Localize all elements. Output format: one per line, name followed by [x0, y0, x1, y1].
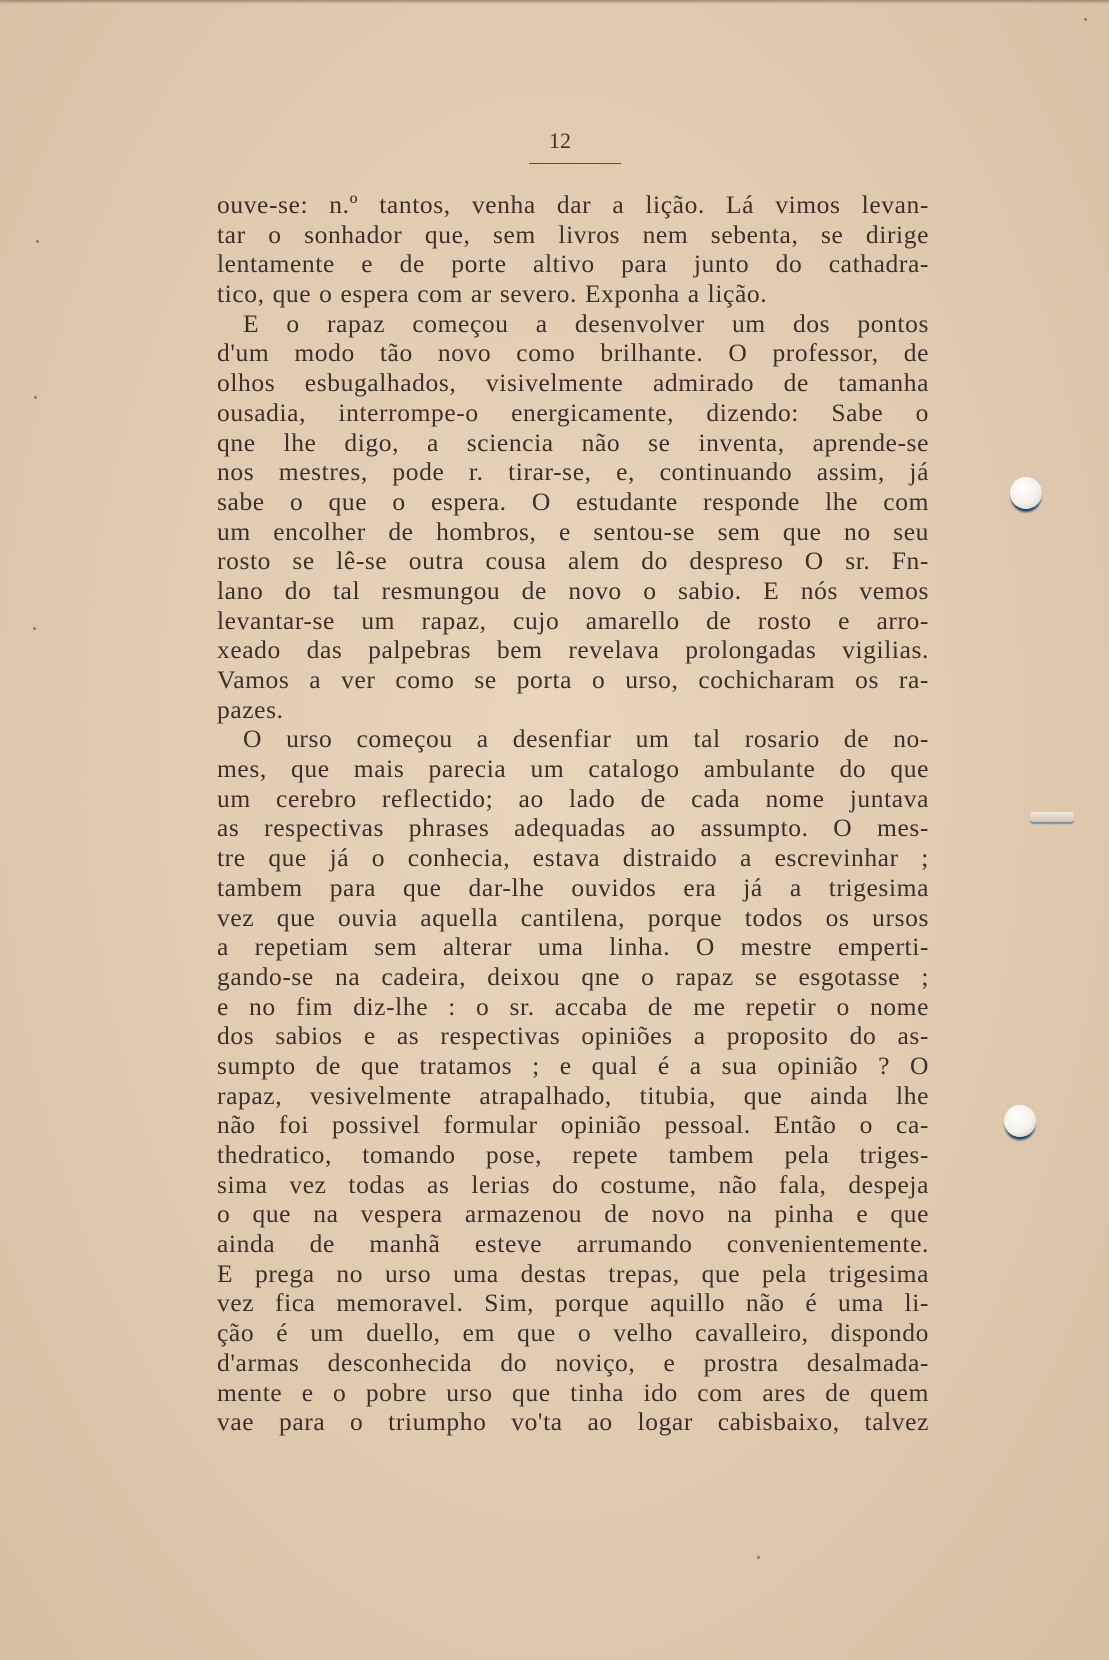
- text-line: dos sabios e as respectivas opiniões a proposito do as-: [217, 1021, 929, 1051]
- text-line: a repetiam sem alterar uma linha. O mestre emperti-: [217, 932, 929, 962]
- text-line: E prega no urso uma destas trepas, que pela trigesima: [217, 1258, 929, 1288]
- text-line: lano do tal resmungou de novo o sabio. E nós vemos: [217, 575, 929, 605]
- text-line: um cerebro reflectido; ao lado de cada nome juntava: [217, 783, 929, 813]
- paper-speck: [757, 1556, 760, 1559]
- text-line: mes, que mais parecia um catalogo ambulante do que: [217, 754, 929, 784]
- paper-speck: [1084, 18, 1087, 21]
- text-line: tico, que o espera com ar severo. Exponha a lição.: [217, 279, 768, 309]
- paper-speck: [34, 396, 37, 399]
- text-line: e no fim diz-lhe : o sr. accaba de me repetir o nome: [217, 991, 929, 1021]
- text-line: thedratico, tomando pose, repete tambem pela triges-: [217, 1140, 929, 1169]
- text-line: rosto se lê-se outra cousa alem do despreso O sr. Fn-: [217, 546, 929, 576]
- text-line: sabe o que o espera. O estudante responde lhe com: [217, 486, 929, 516]
- text-line: E o rapaz começou a desenvolver um dos pontos: [243, 308, 929, 338]
- text-line: olhos esbugalhados, visivelmente admirado de tamanha: [217, 368, 929, 398]
- text-line: ousadia, interrompe-o energicamente, dizendo: Sabe o: [217, 397, 929, 427]
- paper-speck: [36, 240, 39, 243]
- text-line: tre que já o conhecia, estava distraido a escrevinhar ;: [217, 843, 929, 873]
- text-line: O urso começou a desenfiar um tal rosario de no-: [243, 724, 929, 754]
- text-line: d'armas desconhecida do noviço, e prostra desalmada-: [217, 1347, 929, 1377]
- text-line: ainda de manhã esteve arrumando convenientemente.: [217, 1229, 929, 1259]
- text-line: d'um modo tão novo como brilhante. O professor, de: [217, 338, 929, 368]
- binding-hole: [1010, 477, 1042, 509]
- text-line: tar o sonhador que, sem livros nem sebenta, se dirige: [217, 219, 929, 249]
- text-line: ouve-se: n.º tantos, venha dar a lição. Lá vimos levan-: [217, 190, 929, 219]
- page-number: 12: [549, 128, 571, 153]
- text-line: xeado das palpebras bem revelava prolongadas vigilias.: [217, 635, 929, 665]
- text-line: qne lhe digo, a sciencia não se inventa, aprende-se: [217, 427, 929, 457]
- text-line: pazes.: [217, 694, 284, 724]
- binding-clip: [1030, 812, 1074, 822]
- text-line: levantar-se um rapaz, cujo amarello de rosto e arro-: [217, 605, 929, 635]
- text-line: gando-se na cadeira, deixou qne o rapaz se esgotasse ;: [217, 961, 929, 991]
- text-line: ção é um duello, em que o velho cavalleiro, dispondo: [217, 1318, 929, 1348]
- text-line: as respectivas phrases adequadas ao assumpto. O mes-: [217, 813, 929, 843]
- text-line: rapaz, vesivelmente atrapalhado, titubia, que ainda lhe: [217, 1080, 929, 1110]
- text-line: um encolher de hombros, e sentou-se sem que no seu: [217, 516, 929, 546]
- paper-speck: [33, 627, 36, 630]
- text-line: vae para o triumpho vo'ta ao logar cabisbaixo, talvez: [217, 1407, 929, 1437]
- text-line: vez fica memoravel. Sim, porque aquillo não é uma li-: [217, 1288, 929, 1318]
- page-number-rule: [529, 163, 621, 164]
- text-line: vez que ouvia aquella cantilena, porque todos os ursos: [217, 902, 929, 932]
- body-text: [217, 190, 929, 1437]
- text-line: nos mestres, pode r. tirar-se, e, continuando assim, já: [217, 457, 929, 487]
- text-line: sima vez todas as lerias do costume, não fala, despeja: [217, 1169, 929, 1199]
- text-line: mente e o pobre urso que tinha ido com ares de quem: [217, 1377, 929, 1407]
- binding-hole: [1004, 1105, 1036, 1137]
- text-line: Vamos a ver como se porta o urso, cochicharam os ra-: [217, 665, 929, 694]
- text-line: o que na vespera armazenou de novo na pinha e que: [217, 1199, 929, 1229]
- text-line: não foi possivel formular opinião pessoal. Então o ca-: [217, 1110, 929, 1140]
- text-line: sumpto de que tratamos ; e qual é a sua opinião ? O: [217, 1050, 929, 1080]
- text-line: tambem para que dar-lhe ouvidos era já a trigesima: [217, 872, 929, 902]
- text-line: lentamente e de porte altivo para junto do cathadra-: [217, 249, 929, 279]
- page-top-edge: [0, 0, 1109, 4]
